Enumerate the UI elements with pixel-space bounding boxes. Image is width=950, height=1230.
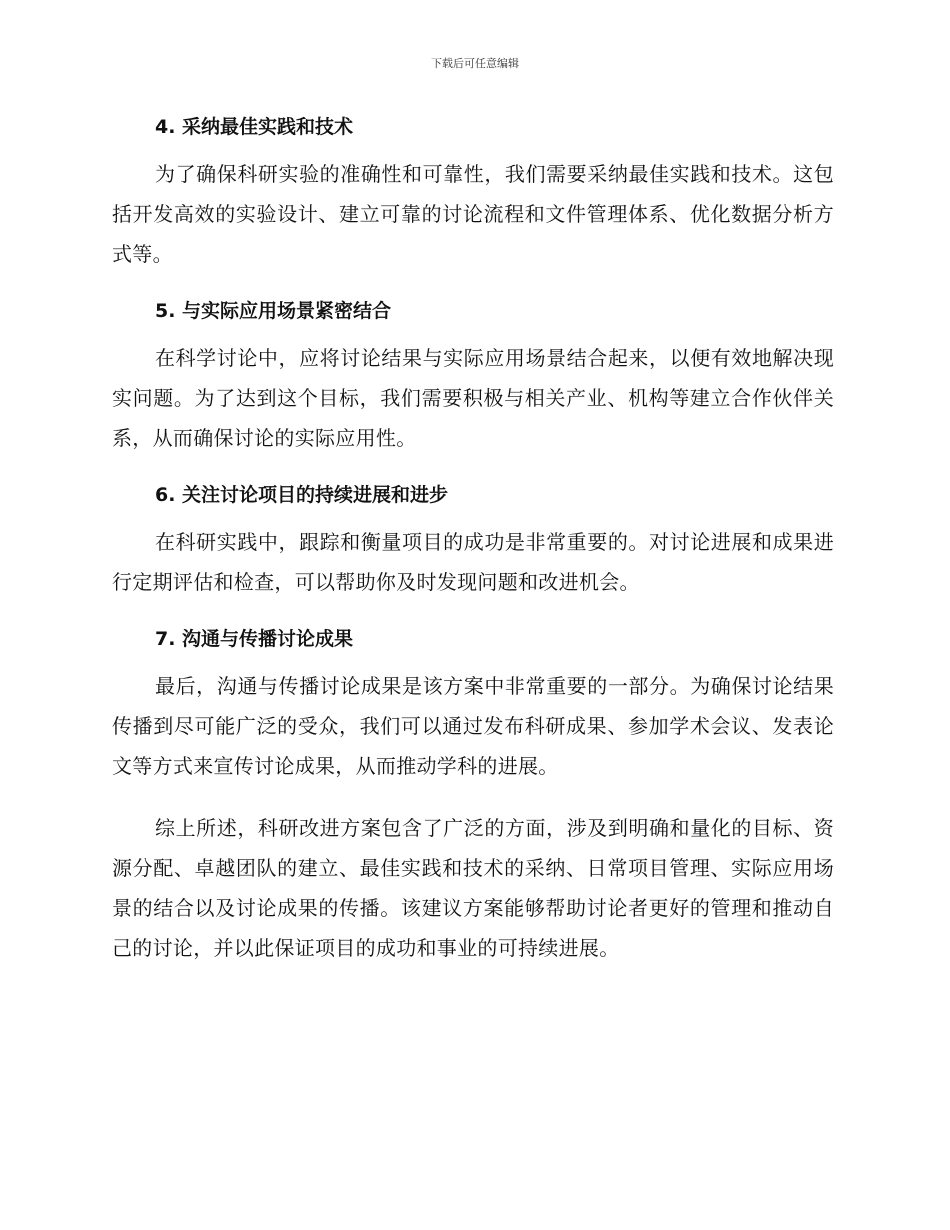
section-heading: 6. 关注讨论项目的持续进展和进步 [155, 484, 449, 506]
section-7 [112, 624, 834, 786]
section-heading: 4. 采纳最佳实践和技术 [155, 116, 354, 138]
document-body [112, 112, 834, 990]
conclusion-paragraph: 综上所述，科研改进方案包含了广泛的方面，涉及到明确和量化的目标、资源分配、卓越团队的建立、最佳实践和技术的采纳、日常项目管理、实际应用场景的结合以及讨论成果的传播。该建议方案能够帮助讨论者更好的管理和推动自己的讨论，并以此保证项目的成功和事业的可持续进展。 [112, 816, 834, 960]
section-5 [112, 296, 834, 458]
section-6 [112, 480, 834, 602]
section-paragraph: 在科学讨论中，应将讨论结果与实际应用场景结合起来，以便有效地解决现实问题。为了达到这个目标，我们需要积极与相关产业、机构等建立合作伙伴关系，从而确保讨论的实际应用性。 [112, 346, 834, 450]
section-heading: 5. 与实际应用场景紧密结合 [155, 300, 392, 322]
page-header-note: 下载后可任意编辑 [431, 57, 519, 70]
section-heading: 7. 沟通与传播讨论成果 [155, 628, 354, 650]
section-paragraph: 为了确保科研实验的准确性和可靠性，我们需要采纳最佳实践和技术。这包括开发高效的实验设计、建立可靠的讨论流程和文件管理体系、优化数据分析方式等。 [112, 162, 834, 266]
section-4 [112, 112, 834, 274]
section-paragraph: 最后，沟通与传播讨论成果是该方案中非常重要的一部分。为确保讨论结果传播到尽可能广泛的受众，我们可以通过发布科研成果、参加学术会议、发表论文等方式来宣传讨论成果，从而推动学科的进展。 [112, 674, 834, 778]
section-paragraph: 在科研实践中，跟踪和衡量项目的成功是非常重要的。对讨论进展和成果进行定期评估和检查，可以帮助你及时发现问题和改进机会。 [112, 530, 834, 594]
